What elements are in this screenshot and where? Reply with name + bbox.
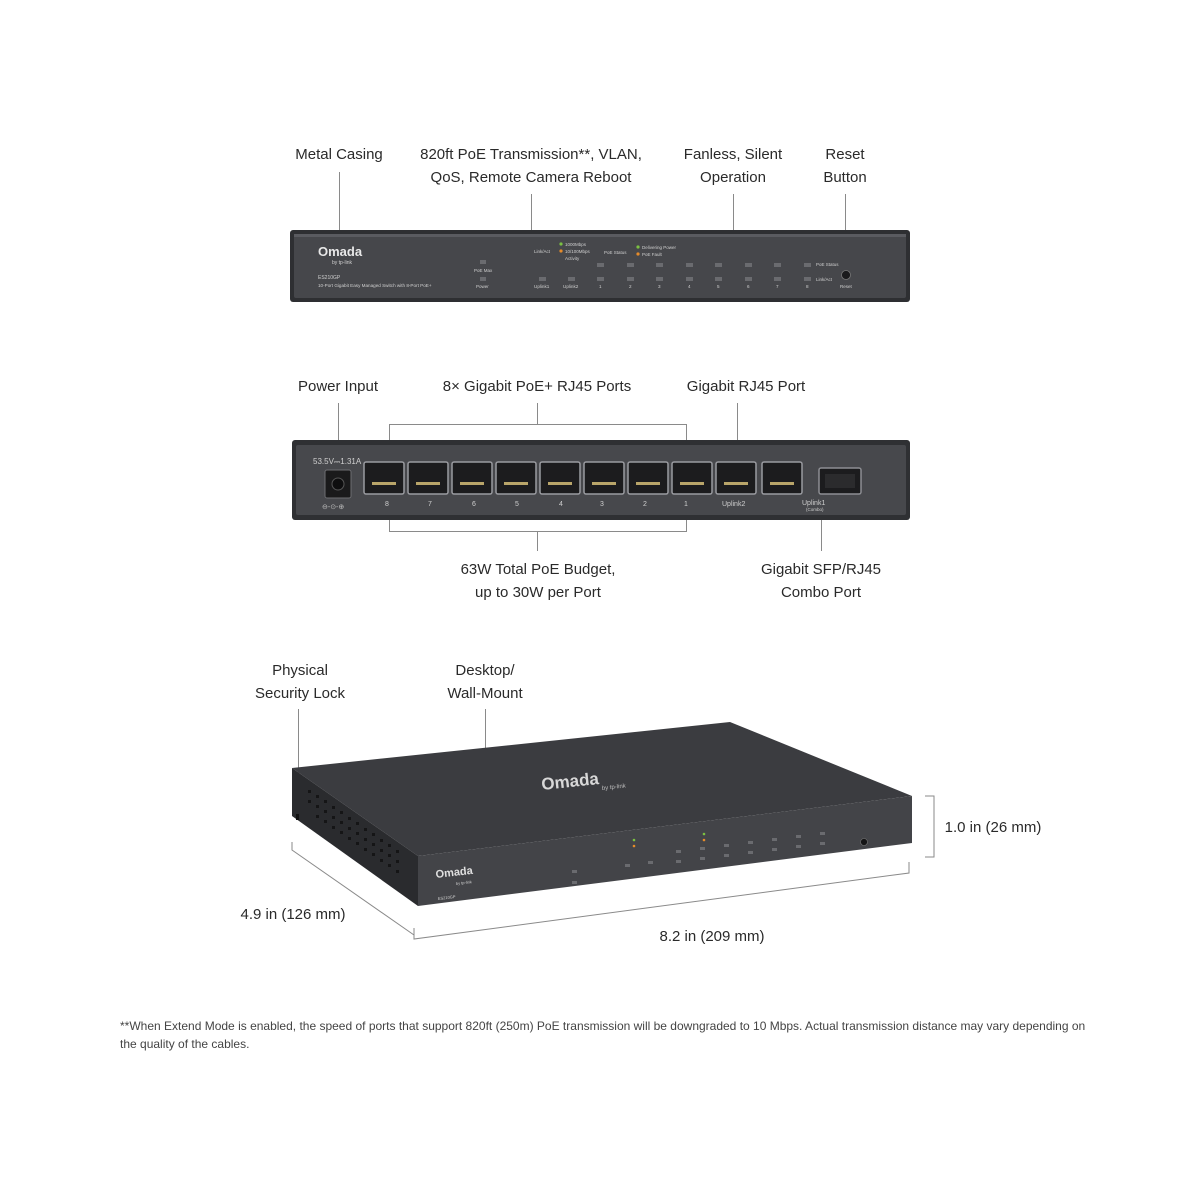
callout-poe-budget: 63W Total PoE Budget, up to 30W per Port (460, 561, 616, 601)
rj45-port-uplink2[interactable] (716, 462, 756, 494)
led-power (480, 277, 486, 281)
svg-text:Power: Power (476, 284, 489, 289)
rear-port-number: 3 (600, 501, 604, 508)
rear-uplink1-label: Uplink1 (802, 500, 826, 507)
front-port-label: 2 (629, 284, 632, 289)
svg-text:ES210GP: ES210GP (437, 894, 456, 901)
front-port-label: 1 (599, 284, 602, 289)
rear-port-number: 1 (684, 501, 688, 508)
callout-poe-features: 820ft PoE Transmission**, VLAN, QoS, Remote Camera Reboot (420, 146, 642, 186)
callout-metal-casing: Metal Casing (295, 146, 383, 163)
callout-rj45-port: Gigabit RJ45 Port (686, 378, 806, 395)
power-rating: 53.5V⎓1.31A (313, 457, 362, 466)
dimension-height: 1.0 in (26 mm) (944, 819, 1042, 836)
rj45-port-2[interactable] (628, 462, 668, 494)
rear-port-number: 2 (643, 501, 647, 508)
svg-text:Link/Act: Link/Act (816, 277, 833, 282)
security-lock-slot[interactable] (296, 814, 299, 820)
callout-reset-button: Reset Button (823, 146, 867, 186)
rear-panel (292, 440, 910, 520)
angled-reset-button[interactable] (861, 839, 868, 846)
rj45-port-8[interactable] (364, 462, 404, 494)
front-port-label: 8 (806, 284, 809, 289)
rj45-port-uplink1[interactable] (762, 462, 802, 494)
front-port-label: 3 (658, 284, 661, 289)
front-model: ES210GP (318, 275, 341, 281)
front-panel (290, 230, 910, 302)
callout-poe-ports: 8× Gigabit PoE+ RJ45 Ports (442, 378, 632, 395)
svg-text:Delivering Power: Delivering Power (642, 245, 677, 250)
dimension-depth: 4.9 in (126 mm) (240, 906, 346, 923)
svg-text:10/100Mbps: 10/100Mbps (565, 249, 590, 254)
front-brand-sub: by tp-link (332, 260, 353, 266)
angled-switch-view (280, 710, 960, 960)
rj45-port-1[interactable] (672, 462, 712, 494)
callout-security-lock: Physical Security Lock (254, 662, 346, 702)
bracket-poe-top (389, 424, 687, 425)
top-brand-sub: by tp-link (601, 783, 627, 792)
front-port-label: Uplink2 (563, 284, 579, 289)
front-brand: Omada (318, 244, 363, 259)
rj45-port-6[interactable] (452, 462, 492, 494)
front-model-desc: 10-Port Gigabit Easy Managed Switch with 8-Port PoE+ (318, 283, 432, 288)
led-poe-max (480, 260, 486, 264)
dim-height-line (925, 796, 934, 857)
front-port-label: 5 (717, 284, 720, 289)
svg-text:Activity: Activity (565, 256, 580, 261)
callout-power-input: Power Input (297, 378, 379, 395)
rj45-port-5[interactable] (496, 462, 536, 494)
svg-text:PoE Status: PoE Status (816, 262, 839, 267)
svg-text:PoE Max: PoE Max (474, 268, 493, 273)
front-port-label: Uplink1 (534, 284, 550, 289)
front-port-label: 4 (688, 284, 691, 289)
callout-mount: Desktop/ Wall-Mount (447, 662, 523, 702)
front-port-label: 6 (747, 284, 750, 289)
angled-front-brand: Omada (434, 864, 474, 881)
rj45-port-3[interactable] (584, 462, 624, 494)
svg-text:PoE Status: PoE Status (604, 250, 627, 255)
rear-port-number: 7 (428, 501, 432, 508)
rj45-port-7[interactable] (408, 462, 448, 494)
rear-port-number: 8 (385, 501, 389, 508)
footnote: **When Extend Mode is enabled, the speed of ports that support 820ft (250m) PoE transmission will be downgraded to 10 Mbps. Actual transmission distance may vary depending on the quality of the cables. (120, 1019, 1086, 1051)
front-port-label: 7 (776, 284, 779, 289)
svg-text:Reset: Reset (840, 284, 852, 289)
rear-port-number: 4 (559, 501, 563, 508)
rj45-port-4[interactable] (540, 462, 580, 494)
top-brand: Omada (540, 769, 600, 794)
rear-port-number: 5 (515, 501, 519, 508)
svg-text:by tp-link: by tp-link (455, 879, 473, 886)
leader-fanless (733, 194, 734, 232)
callout-fanless: Fanless, Silent Operation (683, 146, 783, 186)
rear-port-number: 6 (472, 501, 476, 508)
bracket-poe-bottom (389, 531, 687, 532)
svg-text:1000Mbps: 1000Mbps (565, 242, 587, 247)
svg-text:Link/Act: Link/Act (534, 249, 551, 254)
dimension-width: 8.2 in (209 mm) (659, 928, 765, 945)
rear-combo-label: (Combo) (806, 507, 824, 512)
rear-uplink2-label: Uplink2 (722, 501, 746, 508)
svg-text:⊖-⊙-⊕: ⊖-⊙-⊕ (322, 504, 345, 511)
reset-button[interactable] (842, 271, 851, 280)
leader-metal-casing (339, 172, 340, 232)
callout-sfp-combo: Gigabit SFP/RJ45 Combo Port (760, 561, 882, 601)
svg-text:PoE Fault: PoE Fault (642, 252, 662, 257)
